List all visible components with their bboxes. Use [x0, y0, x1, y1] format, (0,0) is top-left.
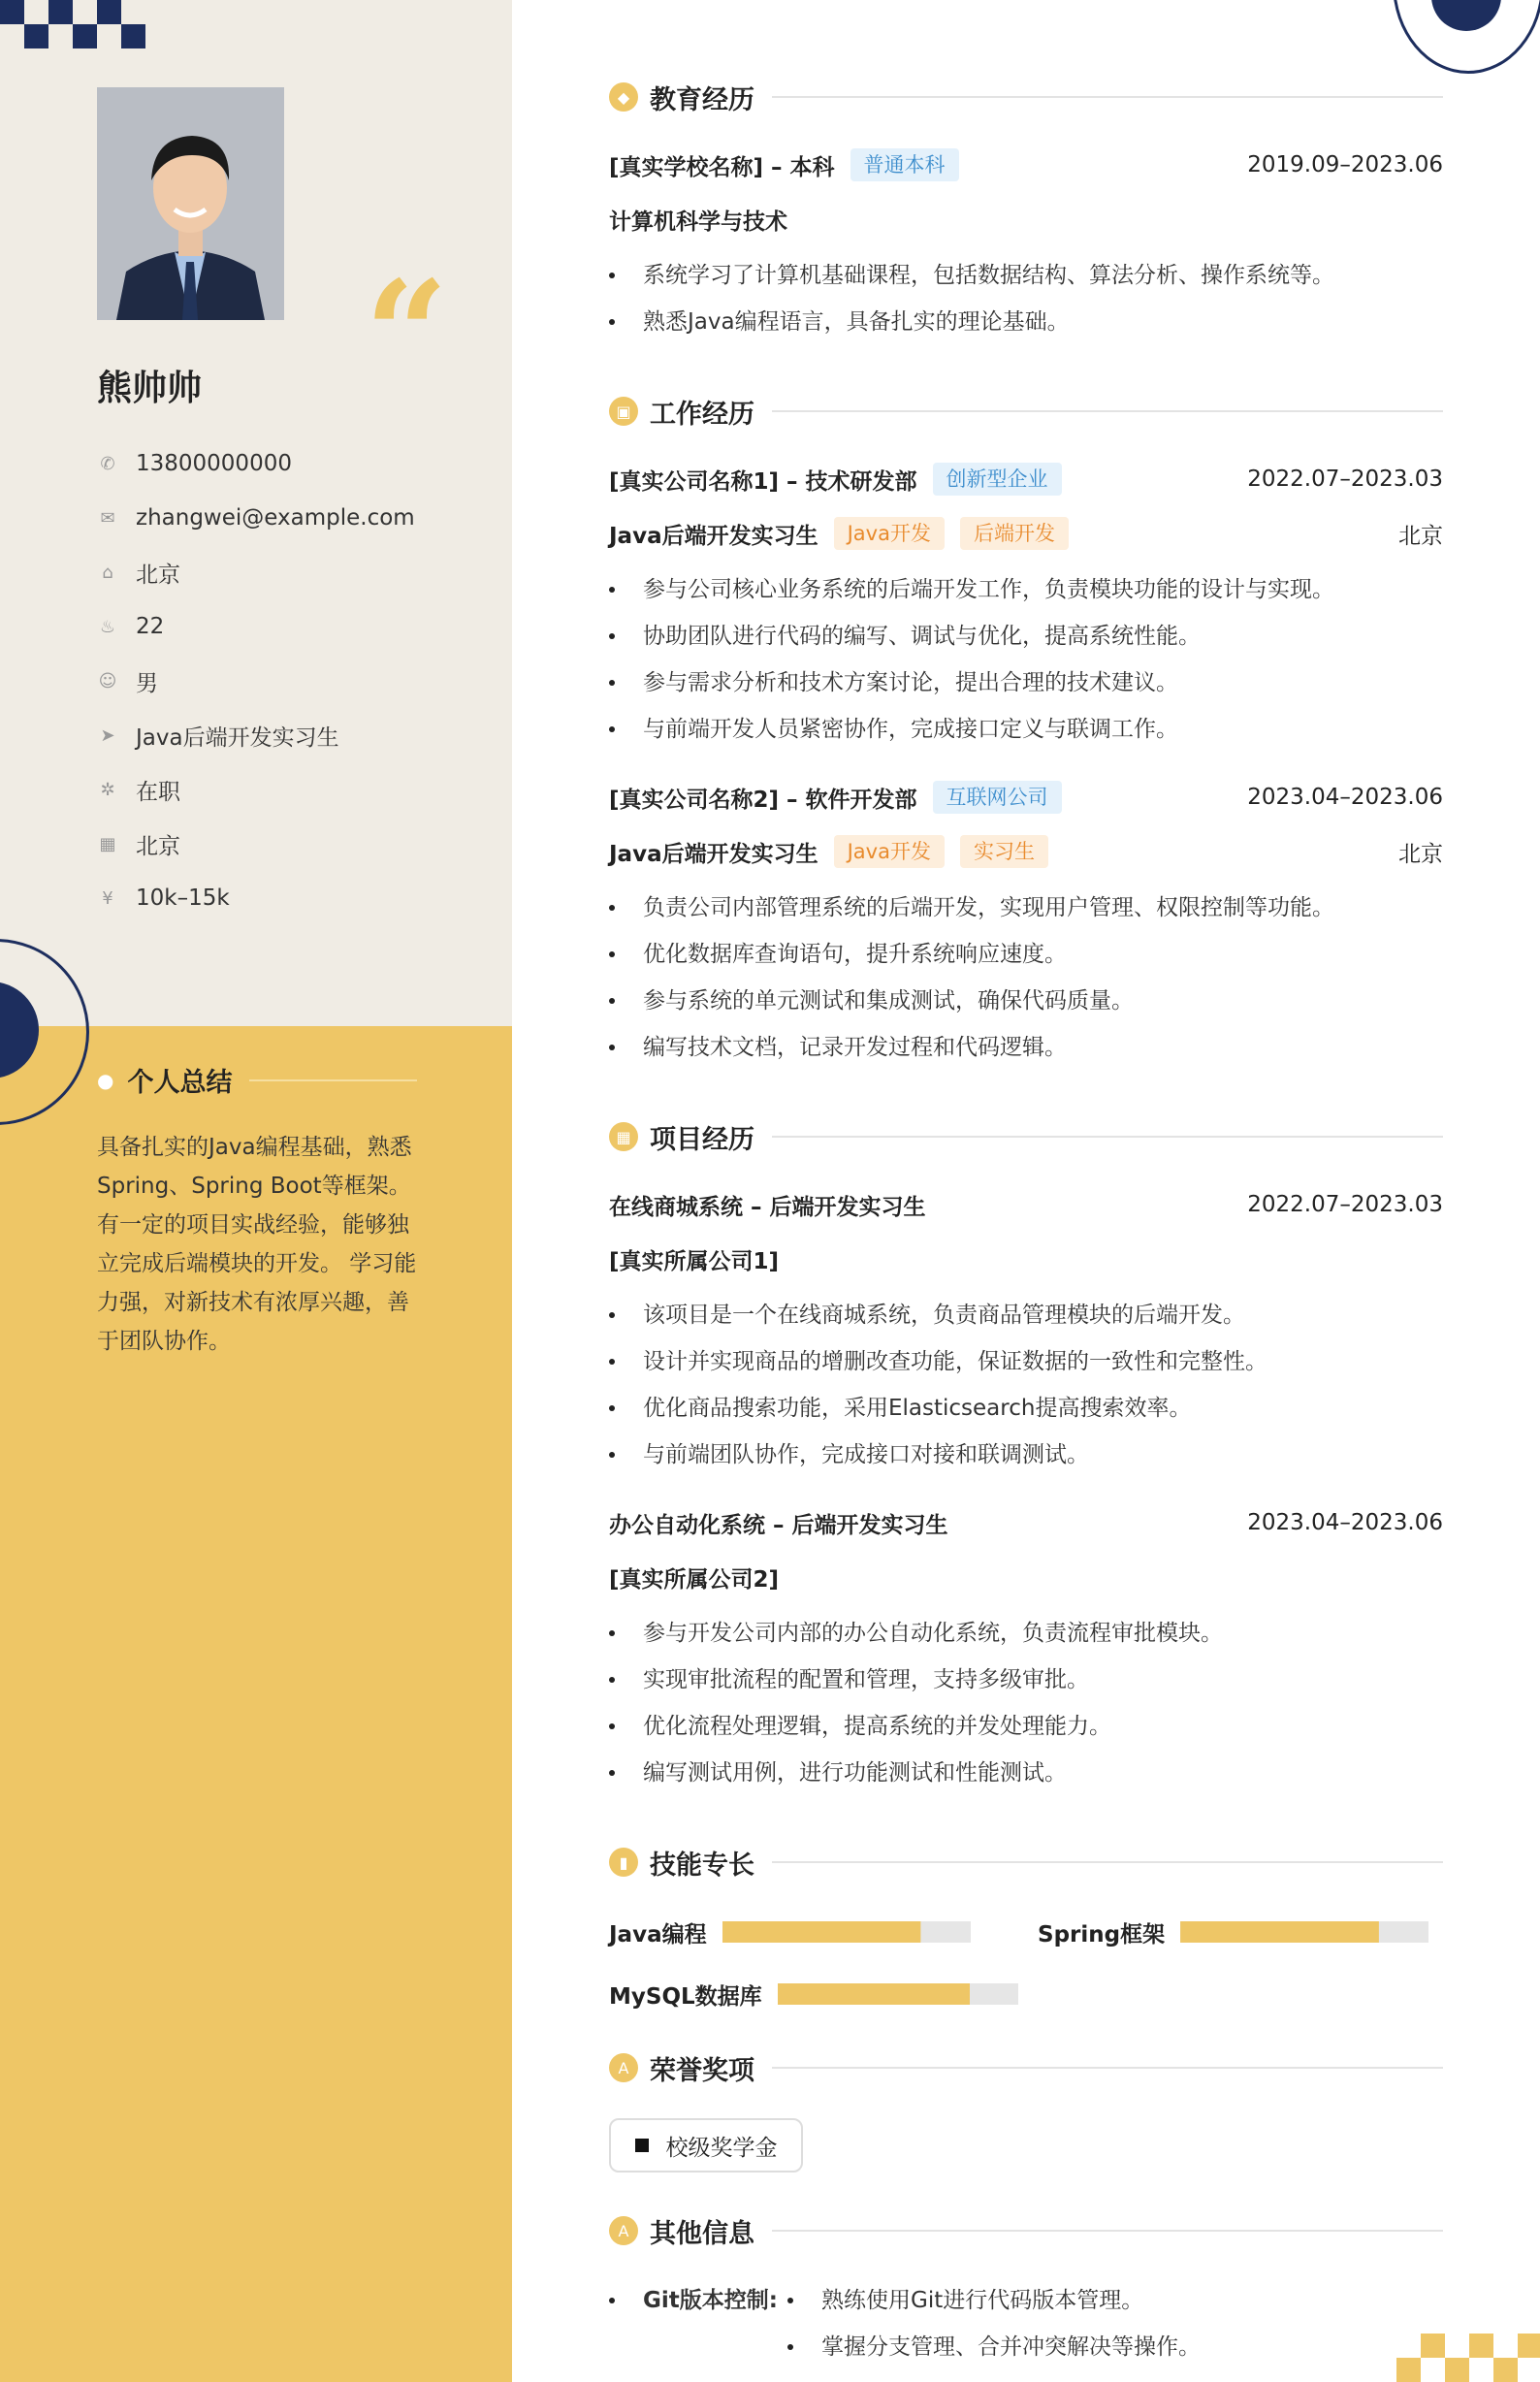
list-item: 实现审批流程的配置和管理，支持多级审批。	[609, 1657, 1443, 1703]
list-item: 该项目是一个在线商城系统，负责商品管理模块的后端开发。	[609, 1292, 1443, 1338]
contact-city: ⌂ 北京	[97, 545, 485, 599]
salary-icon: ¥	[102, 887, 113, 909]
contact-work-city: ▦ 北京	[97, 817, 485, 871]
contact-list	[97, 436, 485, 925]
work-1-role: Java后端开发实习生 Java开发 后端开发 北京	[609, 514, 1443, 553]
list-item: 编写技术文档，记录开发过程和代码逻辑。	[609, 1024, 1443, 1071]
education-tag: 普通本科	[850, 148, 959, 181]
info-icon: A	[609, 2216, 638, 2245]
send-icon: ➤	[100, 724, 115, 746]
list-item: 优化数据库查询语句，提升系统响应速度。	[609, 931, 1443, 978]
work-2-header: [真实公司名称2] – 软件开发部 互联网公司 2023.04–2023.06	[609, 778, 1443, 817]
education-header: [真实学校名称] – 本科 普通本科 2019.09–2023.06	[609, 145, 1443, 184]
work-2-role: Java后端开发实习生 Java开发 实习生 北京	[609, 832, 1443, 871]
project-2-bullets	[609, 1610, 1443, 1796]
chart-icon: ▮	[609, 1848, 638, 1877]
contact-position: ➤ Java后端开发实习生	[97, 708, 485, 762]
work-2-bullets	[609, 885, 1443, 1071]
award-item: 校级奖学金	[609, 2118, 803, 2173]
user-icon: ●	[97, 1068, 114, 1092]
list-item: 掌握分支管理、合并冲突解决等操作。	[787, 2324, 1443, 2370]
skill-spring: Spring框架	[1038, 1913, 1428, 1951]
contact-phone: ✆ 13800000000	[97, 436, 485, 491]
list-item: 设计并实现商品的增删改查功能，保证数据的一致性和完整性。	[609, 1338, 1443, 1385]
list-item: 编写测试用例，进行功能测试和性能测试。	[609, 1750, 1443, 1796]
list-item: 系统学习了计算机基础课程，包括数据结构、算法分析、操作系统等。	[609, 252, 1443, 299]
contact-salary: ¥ 10k–15k	[97, 871, 485, 925]
section-other: A 其他信息	[609, 2211, 1443, 2250]
work-1-header: [真实公司名称1] – 技术研发部 创新型企业 2022.07–2023.03	[609, 460, 1443, 499]
project-2-header: 办公自动化系统 – 后端开发实习生 2023.04–2023.06	[609, 1510, 1443, 1538]
work-1-bullets	[609, 566, 1443, 753]
list-item: 与前端团队协作，完成接口对接和联调测试。	[609, 1432, 1443, 1478]
list-item: Git版本控制:	[609, 2277, 1443, 2324]
building-icon: ▦	[99, 833, 116, 854]
phone-icon: ✆	[100, 453, 115, 474]
sidebar	[0, 0, 512, 2382]
skill-spring-bar	[1180, 1921, 1428, 1943]
list-item: 熟练使用Git进行代码版本管理。	[787, 2277, 1443, 2324]
home-icon: ⌂	[102, 562, 113, 583]
summary-header	[97, 1061, 417, 1099]
education-dates: 2019.09–2023.06	[1247, 152, 1443, 177]
contact-status: ✲ 在职	[97, 762, 485, 817]
status-icon: ✲	[100, 779, 115, 800]
skill-mysql: MySQL数据库	[609, 1975, 1018, 2013]
project-1-bullets	[609, 1292, 1443, 1478]
square-icon	[635, 2139, 649, 2152]
list-item: 与前端开发人员紧密协作，完成接口定义与联调工作。	[609, 706, 1443, 753]
education-major: 计算机科学与技术	[609, 209, 787, 235]
list-item: 优化商品搜索功能，采用Elasticsearch提高搜索效率。	[609, 1385, 1443, 1432]
avatar	[97, 87, 284, 320]
cake-icon: ♨	[99, 616, 116, 637]
grid-icon: ▦	[609, 1122, 638, 1151]
summary-title: 个人总结	[127, 1068, 233, 1098]
list-item: 负责公司内部管理系统的后端开发，实现用户管理、权限控制等功能。	[609, 885, 1443, 931]
contact-age: ♨ 22	[97, 599, 485, 654]
list-item: 参与系统的单元测试和集成测试，确保代码质量。	[609, 978, 1443, 1024]
briefcase-icon: ▣	[609, 397, 638, 426]
section-projects: ▦ 项目经历	[609, 1117, 1443, 1156]
list-item: 优化流程处理逻辑，提高系统的并发处理能力。	[609, 1703, 1443, 1750]
gender-icon: ☺	[98, 670, 117, 692]
list-item: 参与需求分析和技术方案讨论，提出合理的技术建议。	[609, 660, 1443, 706]
list-item: 参与公司核心业务系统的后端开发工作，负责模块功能的设计与实现。	[609, 566, 1443, 613]
quote-mark: “	[365, 249, 449, 420]
section-work: ▣ 工作经历	[609, 392, 1443, 431]
summary-text: 具备扎实的Java编程基础，熟悉Spring、Spring Boot等框架。 有一定的项目实战经验，能够独立完成后端模块的开发。 学习能力强，对新技术有浓厚兴趣，善于团队协作。	[97, 1135, 417, 1354]
other-sub-bullets	[787, 2277, 1443, 2370]
section-skills: ▮ 技能专长	[609, 1843, 1443, 1882]
skill-java-bar	[722, 1921, 971, 1943]
project-2-company: [真实所属公司2]	[609, 1566, 780, 1593]
section-education: ◆ 教育经历	[609, 78, 1443, 116]
project-1-company: [真实所属公司1]	[609, 1248, 780, 1274]
contact-gender: ☺ 男	[98, 670, 158, 696]
skill-java: Java编程	[609, 1913, 971, 1951]
education-bullets	[609, 252, 1443, 345]
list-item: 协助团队进行代码的编写、调试与优化，提高系统性能。	[609, 613, 1443, 660]
award-icon: A	[609, 2053, 638, 2082]
candidate-name: 熊帅帅	[97, 369, 203, 408]
project-1-header: 在线商城系统 – 后端开发实习生 2022.07–2023.03	[609, 1192, 1443, 1220]
list-item: 熟悉Java编程语言，具备扎实的理论基础。	[609, 299, 1443, 345]
skill-mysql-bar	[778, 1983, 1018, 2005]
contact-email: ✉ zhangwei@example.com	[97, 491, 485, 545]
education-icon: ◆	[609, 82, 638, 112]
mail-icon: ✉	[100, 507, 115, 529]
list-item: 参与开发公司内部的办公自动化系统，负责流程审批模块。	[609, 1610, 1443, 1657]
section-awards: A 荣誉奖项	[609, 2048, 1443, 2087]
summary-divider	[249, 1079, 417, 1081]
